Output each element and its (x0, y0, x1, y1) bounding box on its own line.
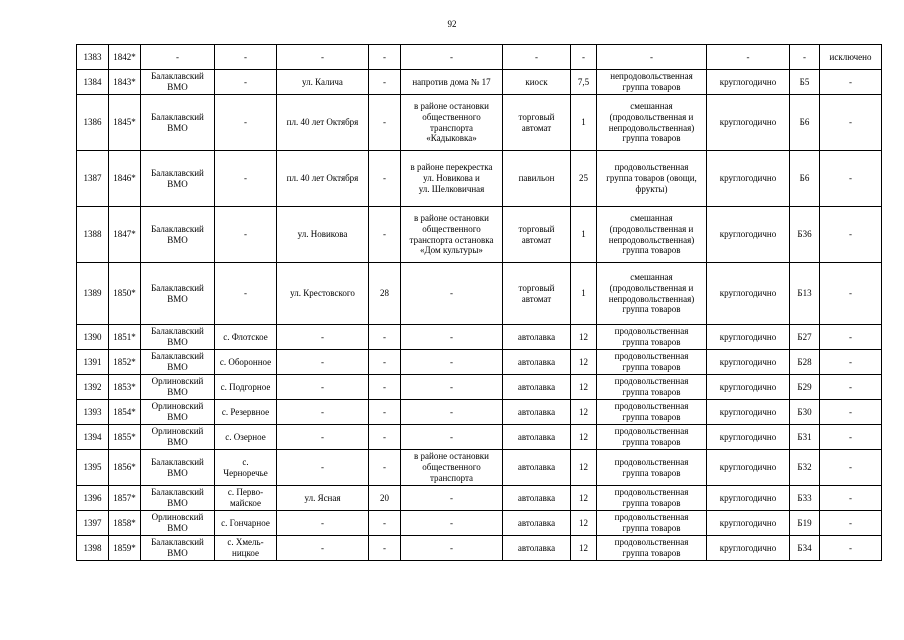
cell-house-number: - (369, 70, 401, 95)
cell-period: круглогодично (707, 207, 790, 263)
cell-row-number: 1390 (77, 325, 109, 350)
cell-area: 1 (571, 95, 597, 151)
cell-product-group: непродовольственная группа товаров (597, 70, 707, 95)
cell-landmark: - (401, 536, 503, 561)
table-row (77, 70, 882, 95)
cell-municipality: Орлиновский ВМО (141, 425, 215, 450)
cell-product-group: продовольственная группа товаров (597, 375, 707, 400)
placement-scheme-table (76, 44, 882, 561)
cell-settlement: с. Резервное (215, 400, 277, 425)
cell-landmark: - (401, 486, 503, 511)
cell-zone-code: Б28 (790, 350, 820, 375)
cell-landmark: в районе остановки общественного транспорта остановка «Дом культуры» (401, 207, 503, 263)
cell-zone-code: Б33 (790, 486, 820, 511)
cell-street: пл. 40 лет Октября (277, 95, 369, 151)
cell-row-number: 1387 (77, 151, 109, 207)
cell-period: круглогодично (707, 325, 790, 350)
cell-zone-code: Б32 (790, 450, 820, 486)
cell-settlement: с. Оборонное (215, 350, 277, 375)
cell-product-group: - (597, 45, 707, 70)
cell-period: круглогодично (707, 486, 790, 511)
cell-area: 12 (571, 350, 597, 375)
cell-landmark: напротив дома № 17 (401, 70, 503, 95)
cell-settlement: - (215, 263, 277, 325)
cell-period: круглогодично (707, 350, 790, 375)
cell-municipality: Орлиновский ВМО (141, 400, 215, 425)
cell-note: - (820, 70, 882, 95)
cell-settlement: с. Черноречье (215, 450, 277, 486)
cell-zone-code: Б27 (790, 325, 820, 350)
cell-period: круглогодично (707, 400, 790, 425)
cell-municipality: Балаклавский ВМО (141, 70, 215, 95)
table-row (77, 511, 882, 536)
cell-row-number: 1389 (77, 263, 109, 325)
cell-street: - (277, 511, 369, 536)
cell-area: 12 (571, 486, 597, 511)
cell-note: - (820, 263, 882, 325)
cell-product-group: продовольственная группа товаров (597, 425, 707, 450)
cell-period: круглогодично (707, 263, 790, 325)
cell-house-number: - (369, 511, 401, 536)
table-row (77, 450, 882, 486)
cell-settlement: - (215, 70, 277, 95)
cell-object-type: автолавка (503, 350, 571, 375)
cell-street: - (277, 350, 369, 375)
cell-object-type: торговый автомат (503, 95, 571, 151)
cell-object-type: - (503, 45, 571, 70)
cell-area: 12 (571, 536, 597, 561)
cell-area: 12 (571, 425, 597, 450)
cell-product-group: продовольственная группа товаров (597, 325, 707, 350)
cell-landmark: - (401, 511, 503, 536)
cell-object-type: павильон (503, 151, 571, 207)
cell-row-number: 1383 (77, 45, 109, 70)
cell-note: - (820, 375, 882, 400)
table-row (77, 151, 882, 207)
cell-zone-code: Б6 (790, 151, 820, 207)
cell-settlement: - (215, 207, 277, 263)
cell-row-number: 1394 (77, 425, 109, 450)
cell-zone-code: Б5 (790, 70, 820, 95)
cell-object-type: автолавка (503, 450, 571, 486)
cell-note: исключено (820, 45, 882, 70)
table-row (77, 486, 882, 511)
cell-note: - (820, 95, 882, 151)
cell-house-number: - (369, 207, 401, 263)
cell-scheme-number: 1853* (109, 375, 141, 400)
cell-zone-code: Б34 (790, 536, 820, 561)
cell-object-type: киоск (503, 70, 571, 95)
cell-scheme-number: 1854* (109, 400, 141, 425)
cell-row-number: 1393 (77, 400, 109, 425)
cell-scheme-number: 1847* (109, 207, 141, 263)
cell-house-number: 20 (369, 486, 401, 511)
cell-note: - (820, 400, 882, 425)
cell-product-group: смешанная (продовольственная и непродовольственная) группа товаров (597, 207, 707, 263)
cell-house-number: - (369, 536, 401, 561)
cell-zone-code: Б31 (790, 425, 820, 450)
table-row (77, 400, 882, 425)
cell-municipality: Балаклавский ВМО (141, 350, 215, 375)
cell-street: - (277, 425, 369, 450)
cell-product-group: смешанная (продовольственная и непродовольственная) группа товаров (597, 95, 707, 151)
cell-object-type: автолавка (503, 400, 571, 425)
cell-note: - (820, 486, 882, 511)
cell-note: - (820, 350, 882, 375)
cell-row-number: 1396 (77, 486, 109, 511)
cell-settlement: - (215, 95, 277, 151)
table-row (77, 325, 882, 350)
cell-object-type: автолавка (503, 375, 571, 400)
table-row (77, 95, 882, 151)
cell-settlement: с. Хмель- ницкое (215, 536, 277, 561)
table-body (77, 45, 882, 561)
cell-object-type: автолавка (503, 425, 571, 450)
cell-area: 7,5 (571, 70, 597, 95)
cell-period: - (707, 45, 790, 70)
cell-house-number: - (369, 450, 401, 486)
cell-municipality: Балаклавский ВМО (141, 450, 215, 486)
cell-period: круглогодично (707, 95, 790, 151)
cell-period: круглогодично (707, 151, 790, 207)
cell-house-number: - (369, 325, 401, 350)
cell-house-number: - (369, 350, 401, 375)
cell-landmark: в районе перекрестка ул. Новикова и ул. Шелковичная (401, 151, 503, 207)
cell-note: - (820, 450, 882, 486)
cell-house-number: - (369, 151, 401, 207)
cell-scheme-number: 1850* (109, 263, 141, 325)
cell-product-group: продовольственная группа товаров (597, 400, 707, 425)
cell-scheme-number: 1846* (109, 151, 141, 207)
cell-object-type: автолавка (503, 536, 571, 561)
cell-area: 12 (571, 325, 597, 350)
cell-municipality: Орлиновский ВМО (141, 511, 215, 536)
cell-street: - (277, 325, 369, 350)
cell-settlement: с. Озерное (215, 425, 277, 450)
cell-settlement: - (215, 45, 277, 70)
cell-scheme-number: 1856* (109, 450, 141, 486)
cell-landmark: - (401, 400, 503, 425)
cell-municipality: Балаклавский ВМО (141, 207, 215, 263)
cell-note: - (820, 207, 882, 263)
cell-area: 12 (571, 400, 597, 425)
cell-area: 12 (571, 450, 597, 486)
cell-product-group: продовольственная группа товаров (597, 450, 707, 486)
cell-row-number: 1395 (77, 450, 109, 486)
cell-landmark: - (401, 375, 503, 400)
cell-street: ул. Калича (277, 70, 369, 95)
cell-row-number: 1391 (77, 350, 109, 375)
cell-landmark: - (401, 45, 503, 70)
cell-period: круглогодично (707, 511, 790, 536)
cell-street: - (277, 400, 369, 425)
cell-area: 1 (571, 207, 597, 263)
cell-note: - (820, 425, 882, 450)
cell-row-number: 1397 (77, 511, 109, 536)
cell-street: - (277, 375, 369, 400)
cell-row-number: 1388 (77, 207, 109, 263)
cell-note: - (820, 511, 882, 536)
cell-settlement: с. Гончарное (215, 511, 277, 536)
cell-scheme-number: 1845* (109, 95, 141, 151)
table-row (77, 375, 882, 400)
cell-note: - (820, 536, 882, 561)
cell-municipality: Балаклавский ВМО (141, 263, 215, 325)
cell-note: - (820, 151, 882, 207)
cell-scheme-number: 1859* (109, 536, 141, 561)
cell-zone-code: Б13 (790, 263, 820, 325)
cell-house-number: - (369, 425, 401, 450)
cell-area: 1 (571, 263, 597, 325)
cell-zone-code: Б6 (790, 95, 820, 151)
cell-settlement: с. Подгорное (215, 375, 277, 400)
cell-area: 12 (571, 511, 597, 536)
cell-scheme-number: 1855* (109, 425, 141, 450)
cell-area: 25 (571, 151, 597, 207)
cell-zone-code: Б29 (790, 375, 820, 400)
table-row (77, 45, 882, 70)
cell-street: - (277, 536, 369, 561)
cell-landmark: в районе остановки общественного транспорта (401, 450, 503, 486)
cell-municipality: Балаклавский ВМО (141, 95, 215, 151)
cell-scheme-number: 1842* (109, 45, 141, 70)
cell-street: ул. Крестовского (277, 263, 369, 325)
cell-zone-code: - (790, 45, 820, 70)
cell-period: круглогодично (707, 425, 790, 450)
table-row (77, 207, 882, 263)
cell-street: - (277, 450, 369, 486)
cell-scheme-number: 1852* (109, 350, 141, 375)
table-row (77, 350, 882, 375)
cell-object-type: автолавка (503, 325, 571, 350)
cell-scheme-number: 1851* (109, 325, 141, 350)
cell-municipality: Балаклавский ВМО (141, 325, 215, 350)
cell-street: ул. Новикова (277, 207, 369, 263)
table-row (77, 263, 882, 325)
cell-product-group: смешанная (продовольственная и непродовольственная) группа товаров (597, 263, 707, 325)
cell-product-group: продовольственная группа товаров (597, 536, 707, 561)
cell-note: - (820, 325, 882, 350)
cell-landmark: - (401, 263, 503, 325)
cell-municipality: Балаклавский ВМО (141, 486, 215, 511)
cell-scheme-number: 1857* (109, 486, 141, 511)
cell-row-number: 1386 (77, 95, 109, 151)
cell-object-type: автолавка (503, 511, 571, 536)
cell-product-group: продовольственная группа товаров (овощи, фрукты) (597, 151, 707, 207)
cell-period: круглогодично (707, 375, 790, 400)
cell-area: 12 (571, 375, 597, 400)
cell-landmark: - (401, 350, 503, 375)
cell-municipality: Балаклавский ВМО (141, 536, 215, 561)
cell-object-type: автолавка (503, 486, 571, 511)
cell-municipality: - (141, 45, 215, 70)
cell-product-group: продовольственная группа товаров (597, 511, 707, 536)
table-row (77, 536, 882, 561)
cell-scheme-number: 1858* (109, 511, 141, 536)
cell-zone-code: Б30 (790, 400, 820, 425)
cell-house-number: - (369, 95, 401, 151)
cell-settlement: с. Флотское (215, 325, 277, 350)
cell-product-group: продовольственная группа товаров (597, 486, 707, 511)
cell-object-type: торговый автомат (503, 207, 571, 263)
cell-street: пл. 40 лет Октября (277, 151, 369, 207)
cell-object-type: торговый автомат (503, 263, 571, 325)
cell-landmark: в районе остановки общественного транспорта «Кадыковка» (401, 95, 503, 151)
cell-zone-code: Б19 (790, 511, 820, 536)
cell-row-number: 1384 (77, 70, 109, 95)
cell-house-number: - (369, 375, 401, 400)
cell-landmark: - (401, 425, 503, 450)
cell-house-number: - (369, 400, 401, 425)
cell-house-number: 28 (369, 263, 401, 325)
cell-row-number: 1398 (77, 536, 109, 561)
cell-settlement: - (215, 151, 277, 207)
cell-zone-code: Б36 (790, 207, 820, 263)
cell-row-number: 1392 (77, 375, 109, 400)
cell-period: круглогодично (707, 70, 790, 95)
page-number: 92 (447, 19, 457, 29)
cell-landmark: - (401, 325, 503, 350)
cell-product-group: продовольственная группа товаров (597, 350, 707, 375)
table-row (77, 425, 882, 450)
cell-scheme-number: 1843* (109, 70, 141, 95)
cell-period: круглогодично (707, 450, 790, 486)
cell-house-number: - (369, 45, 401, 70)
cell-area: - (571, 45, 597, 70)
cell-municipality: Балаклавский ВМО (141, 151, 215, 207)
cell-period: круглогодично (707, 536, 790, 561)
cell-municipality: Орлиновский ВМО (141, 375, 215, 400)
cell-street: ул. Ясная (277, 486, 369, 511)
cell-street: - (277, 45, 369, 70)
cell-settlement: с. Перво- майское (215, 486, 277, 511)
